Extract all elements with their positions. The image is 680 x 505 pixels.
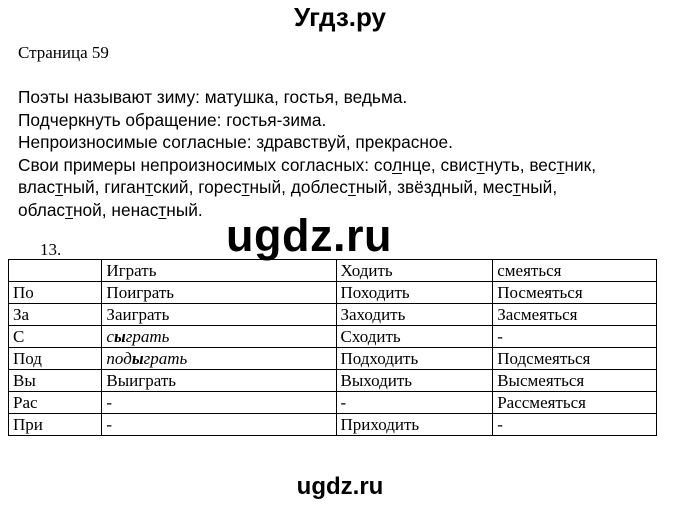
table-row	[9, 348, 657, 370]
table-cell: По	[9, 282, 102, 304]
word: ный,	[63, 177, 105, 198]
table-cell: Выиграть	[102, 370, 336, 392]
word: ный.	[166, 199, 203, 220]
table-cell: смеяться	[493, 260, 657, 282]
exercise-number: 13.	[40, 240, 62, 259]
word: мес	[482, 177, 513, 198]
word: ный,	[355, 177, 398, 198]
word: облас	[18, 199, 66, 220]
word: нце,	[402, 154, 441, 175]
text-line-1: Поэты называют зиму: матушка, гостья, ведьма.	[18, 87, 408, 107]
table-cell: Приходить	[336, 414, 493, 436]
table-cell: Выходить	[336, 370, 493, 392]
table-cell: Походить	[336, 282, 493, 304]
word: ник,	[564, 154, 597, 175]
word: ный,	[520, 177, 558, 198]
word: нуть,	[484, 154, 530, 175]
underlined-letter: т	[145, 177, 154, 198]
table-cell: Вы	[9, 370, 102, 392]
word-part: под	[106, 348, 132, 368]
text-line-3: Непроизносимые согласные: здравствуй, прекрасное.	[18, 132, 453, 153]
table-cell: -	[102, 392, 336, 414]
underlined-letter: т	[512, 177, 521, 198]
word: ненас	[111, 199, 159, 220]
table-cell: Под	[9, 348, 102, 370]
footer-watermark: ugdz.ru	[296, 473, 384, 500]
underlined-letter: т	[476, 154, 485, 175]
table-cell: Засмеяться	[493, 304, 657, 326]
table-cell: Заходить	[336, 304, 493, 326]
table-cell	[102, 326, 336, 348]
table-cell	[9, 260, 102, 282]
table-cell: Подходить	[336, 348, 493, 370]
underlined-letter: л	[391, 154, 403, 175]
table-cell: Подсмеяться	[493, 348, 657, 370]
table-cell: С	[9, 326, 102, 348]
word: влас	[18, 177, 56, 198]
underlined-letter: т	[55, 177, 64, 198]
text-line-5	[18, 176, 596, 199]
table-cell: -	[493, 414, 657, 436]
word: горес	[198, 177, 242, 198]
table-cell: При	[9, 414, 102, 436]
word: вес	[529, 154, 557, 175]
answer-text	[18, 86, 596, 222]
word-part: грать	[125, 326, 170, 346]
underlined-letter: д	[431, 177, 442, 198]
table-cell: Высмеяться	[493, 370, 657, 392]
table-cell: Рас	[9, 392, 102, 414]
word: ный,	[249, 177, 291, 198]
table-row	[9, 414, 657, 436]
bold-letter: ы	[131, 348, 144, 368]
word: ной,	[73, 199, 112, 220]
text-line-4-prefix: Свои примеры непроизносимых согласных:	[18, 154, 374, 175]
word: свис	[440, 154, 477, 175]
underlined-letter: т	[65, 199, 73, 220]
word: гиган	[104, 177, 146, 198]
underlined-letter: т	[158, 199, 167, 220]
table-cell: -	[493, 326, 657, 348]
table-row	[9, 326, 657, 348]
word: ный,	[441, 177, 483, 198]
prefix-table	[8, 259, 657, 436]
word: звёз	[397, 177, 432, 198]
table-cell: Ходить	[336, 260, 493, 282]
table-row	[9, 304, 657, 326]
word-part: грать	[143, 348, 188, 368]
table-cell: Посмеяться	[493, 282, 657, 304]
underlined-letter: т	[241, 177, 250, 198]
table-cell: Заиграть	[102, 304, 336, 326]
table-row	[9, 370, 657, 392]
table-cell	[102, 348, 336, 370]
table-row	[9, 260, 657, 282]
table-cell: -	[336, 392, 493, 414]
word: доблес	[290, 177, 348, 198]
text-line-2: Подчеркнуть обращение: гостья-зима.	[18, 109, 327, 130]
word: ский,	[153, 177, 199, 198]
watermark: ugdz.ru	[226, 210, 392, 261]
table-cell: Поиграть	[102, 282, 336, 304]
table-cell: -	[102, 414, 336, 436]
bold-letter: ы	[113, 326, 126, 346]
underlined-letter: т	[556, 154, 565, 175]
table-row	[9, 282, 657, 304]
page-number: Страница 59	[18, 43, 109, 62]
site-header: Угдз.ру	[294, 2, 386, 32]
underlined-letter: т	[347, 177, 356, 198]
text-line-4	[18, 154, 596, 177]
table-cell: Сходить	[336, 326, 493, 348]
table-cell: Рассмеяться	[493, 392, 657, 414]
word-part: с	[106, 326, 114, 346]
table-cell: Играть	[102, 260, 336, 282]
word: со	[373, 154, 392, 175]
table-row	[9, 392, 657, 414]
table-cell: За	[9, 304, 102, 326]
